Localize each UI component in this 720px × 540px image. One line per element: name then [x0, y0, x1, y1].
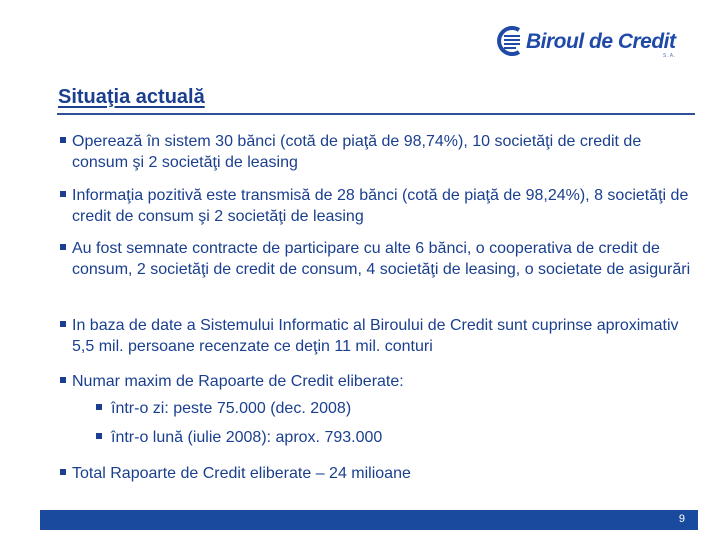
square-bullet-icon	[60, 191, 66, 197]
page-number: 9	[678, 513, 685, 525]
bullet-text: Total Rapoarte de Credit eliberate – 24 milioane	[72, 465, 411, 482]
slide-title: Situaţia actuală	[58, 86, 205, 108]
bullet-item	[60, 238, 700, 280]
bullet-text: Numar maxim de Rapoarte de Credit eliberate:	[72, 373, 404, 390]
square-bullet-icon	[60, 377, 66, 383]
square-bullet-icon	[60, 469, 66, 475]
logo-emblem-icon	[495, 24, 525, 58]
bullet-item	[60, 371, 404, 392]
bullet-item	[60, 463, 411, 484]
logo-text: Biroul de Credit	[526, 30, 676, 53]
sub-bullet-text: într-o lună (iulie 2008): aprox. 793.000	[111, 429, 383, 446]
bullet-text: Operează în sistem 30 bănci (cotă de piaţă de 98,74%), 10 societăţi de credit de consum şi 2 societăţi de leasing	[72, 133, 642, 171]
title-divider	[57, 113, 695, 115]
sub-bullet-item	[60, 427, 382, 448]
bullet-item	[60, 131, 700, 173]
biroul-de-credit-logo	[495, 20, 695, 60]
square-bullet-icon	[60, 137, 66, 143]
square-bullet-icon	[60, 244, 66, 250]
bullet-text: Informaţia pozitivă este transmisă de 28 bănci (cotă de piaţă de 98,24%), 8 societăţi de credit de consum şi 2 societăţi de leasing	[72, 187, 689, 225]
bullet-item	[60, 315, 700, 357]
bullet-text: Au fost semnate contracte de participare cu alte 6 bănci, o cooperativa de credit de consum, 2 societăţi de credit de consum, 4 societăţi de leasing, o societate de asigurări	[72, 240, 691, 278]
square-bullet-icon	[60, 321, 66, 327]
bullet-text: In baza de date a Sistemului Informatic al Biroului de Credit sunt cuprinse aproximativ 5,5 mil. persoane recenzate ce deţin 11 mil. conturi	[72, 317, 679, 355]
square-bullet-icon	[96, 433, 102, 439]
bullet-item	[60, 185, 700, 227]
sub-bullet-text: într-o zi: peste 75.000 (dec. 2008)	[111, 400, 352, 417]
logo-suffix: S.A.	[663, 53, 677, 59]
footer-bar	[40, 510, 698, 530]
sub-bullet-item	[60, 398, 351, 419]
square-bullet-icon	[96, 404, 102, 410]
